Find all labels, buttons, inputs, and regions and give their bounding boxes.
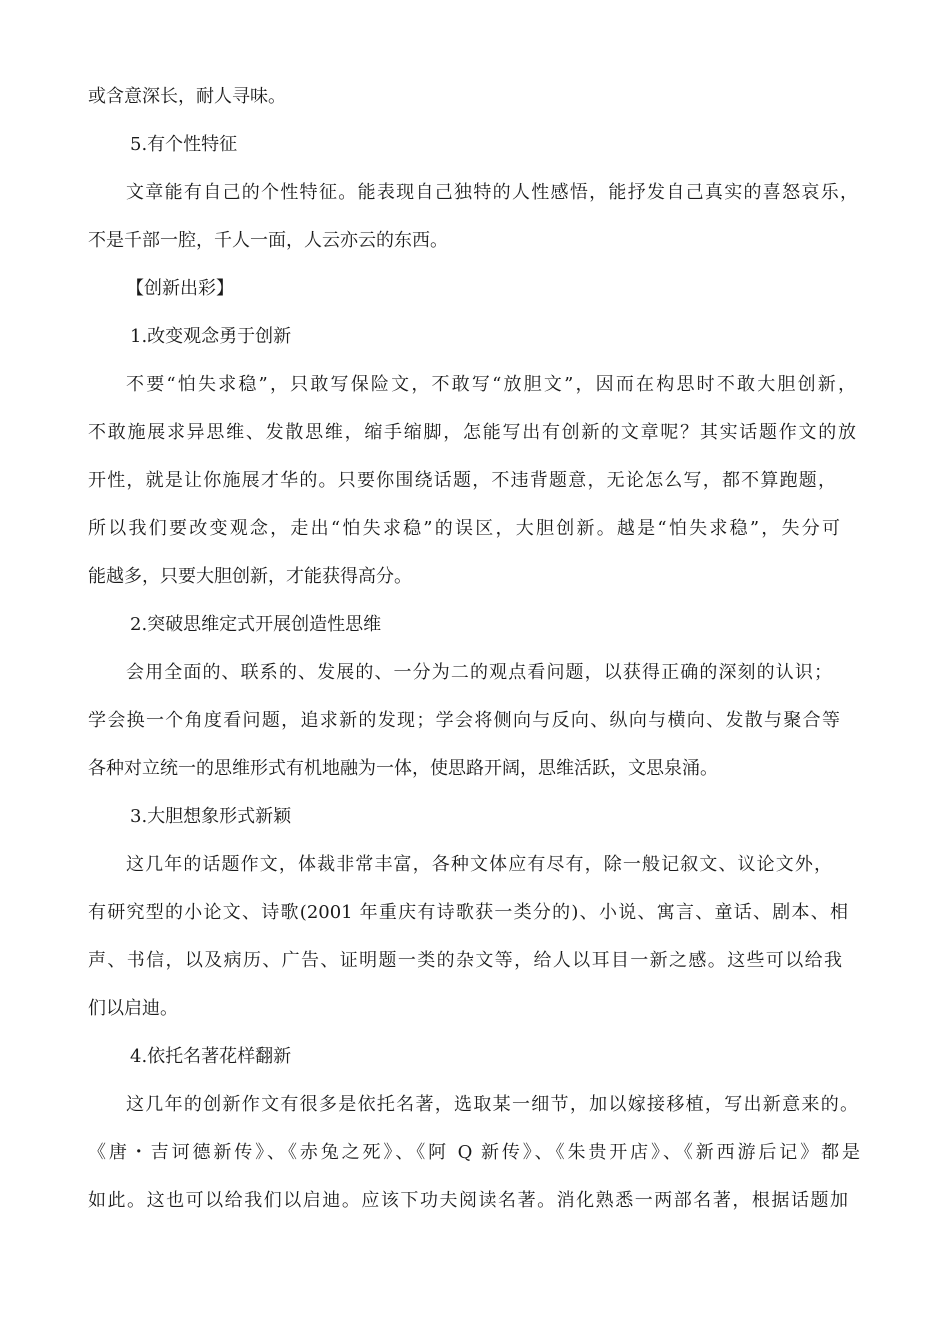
body-text-line: 会用全面的、联系的、发展的、一分为二的观点看问题，以获得正确的深刻的认识； — [126, 662, 832, 683]
section-heading: 2.突破思维定式开展创造性思维 — [130, 614, 382, 635]
body-text-line: 声、书信，以及病历、广告、证明题一类的杂文等，给人以耳目一新之感。这些可以给我 — [88, 950, 842, 971]
body-text-line: 有研究型的小论文、诗歌(2001 年重庆有诗歌获一类分的)、小说、寓言、童话、剧本、相 — [88, 902, 848, 923]
section-heading: 1.改变观念勇于创新 — [130, 326, 292, 347]
body-text-line: 这几年的话题作文，体裁非常丰富，各种文体应有尽有，除一般记叙文、议论文外， — [126, 854, 832, 875]
body-text-line: 这几年的创新作文有很多是依托名著，选取某一细节，加以嫁接移植，写出新意来的。 — [126, 1094, 858, 1115]
section-heading: 5.有个性特征 — [130, 134, 238, 155]
body-text-line: 各种对立统一的思维形式有机地融为一体，使思路开阔，思维活跃，文思泉涌。 — [88, 758, 718, 779]
body-text-line: 能越多，只要大胆创新，才能获得高分。 — [88, 566, 412, 587]
body-text-line: 或含意深长，耐人寻味。 — [88, 86, 286, 107]
section-heading: 3.大胆想象形式新颖 — [130, 806, 292, 827]
section-title: 【创新出彩】 — [126, 278, 234, 299]
body-text-line: 文章能有自己的个性特征。能表现自己独特的人性感悟，能抒发自己真实的喜怒哀乐， — [126, 182, 858, 203]
body-text-line: 开性，就是让你施展才华的。只要你围绕话题，不违背题意，无论怎么写，都不算跑题， — [88, 470, 836, 491]
section-heading: 4.依托名著花样翻新 — [130, 1046, 292, 1067]
body-text-line: 不敢施展求异思维、发散思维，缩手缩脚，怎能写出有创新的文章呢？其实话题作文的放 — [88, 422, 856, 443]
body-text-line: 如此。这也可以给我们以启迪。应该下功夫阅读名著。消化熟悉一两部名著，根据话题加 — [88, 1190, 848, 1211]
body-text-line: 《唐・吉诃德新传》、《赤兔之死》、《阿 Q 新传》、《朱贵开店》、《新西游后记》都是 — [88, 1142, 860, 1163]
body-text-line: 所以我们要改变观念，走出“怕失求稳”的误区，大胆创新。越是“怕失求稳”，失分可 — [88, 518, 840, 539]
body-text-line: 不要“怕失求稳”，只敢写保险文，不敢写“放胆文”，因而在构思时不敢大胆创新， — [126, 374, 856, 395]
body-text-line: 不是千部一腔，千人一面，人云亦云的东西。 — [88, 230, 448, 251]
body-text-line: 们以启迪。 — [88, 998, 178, 1019]
body-text-line: 学会换一个角度看问题，追求新的发现；学会将侧向与反向、纵向与横向、发散与聚合等 — [88, 710, 840, 731]
